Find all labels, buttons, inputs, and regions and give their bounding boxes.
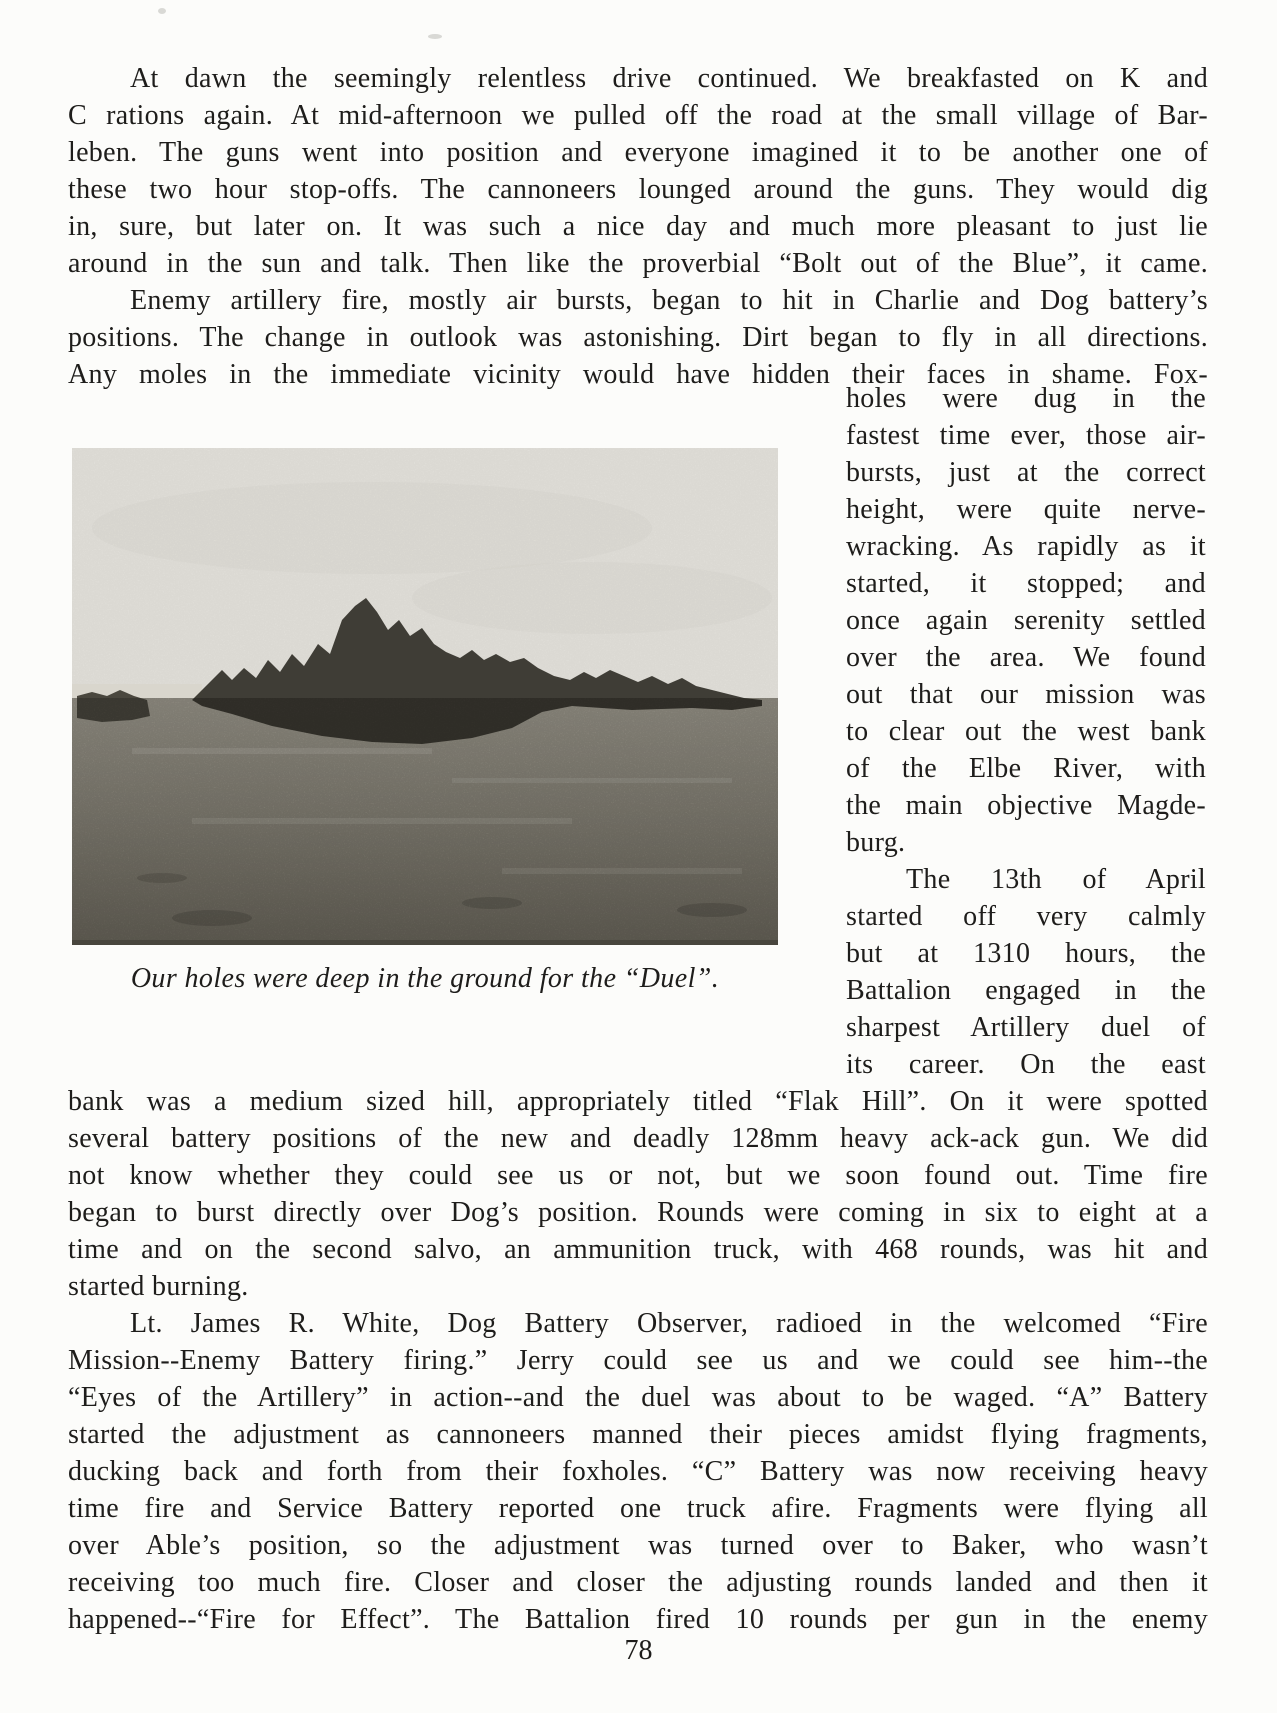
text-line: time fire and Service Battery reported one truck afire. Fragments were flying all — [68, 1493, 1208, 1524]
text-line: the main objective Magde- — [846, 790, 1206, 821]
text-line: these two hour stop-offs. The cannoneers lounged around the guns. They would dig — [68, 174, 1208, 205]
scan-speck — [158, 8, 166, 14]
text-line: At dawn the seemingly relentless drive continued. We breakfasted on K and — [130, 63, 1208, 94]
text-line: started off very calmly — [846, 901, 1206, 932]
text-line: burg. — [846, 827, 906, 858]
text-line: several battery positions of the new and deadly 128mm heavy ack-ack gun. We did — [68, 1123, 1208, 1154]
text-line: not know whether they could see us or not, but we soon found out. Time fire — [68, 1160, 1208, 1191]
text-line: in, sure, but later on. It was such a nice day and much more pleasant to just lie — [68, 211, 1208, 242]
text-line: over the area. We found — [846, 642, 1206, 673]
text-line: Lt. James R. White, Dog Battery Observer, radioed in the welcomed “Fire — [130, 1308, 1208, 1339]
text-line: bursts, just at the correct — [846, 457, 1206, 488]
text-line: started, it stopped; and — [846, 568, 1206, 599]
text-line: bank was a medium sized hill, appropriately titled “Flak Hill”. On it were spotted — [68, 1086, 1208, 1117]
text-line: Mission--Enemy Battery firing.” Jerry could see us and we could see him--the — [68, 1345, 1208, 1376]
text-line: but at 1310 hours, the — [846, 938, 1206, 969]
paragraphs-top — [68, 60, 1208, 393]
photo-image — [72, 448, 778, 945]
scan-speck — [428, 34, 442, 39]
text-line: happened--“Fire for Effect”. The Battalion fired 10 rounds per gun in the enemy — [68, 1604, 1208, 1635]
paragraphs-bottom — [68, 1083, 1208, 1638]
text-line: its career. On the east — [846, 1049, 1206, 1080]
photo-figure — [72, 448, 778, 996]
text-line: height, were quite nerve- — [846, 494, 1206, 525]
photo-caption: Our holes were deep in the ground for the “Duel”. — [130, 963, 720, 994]
page-number: 78 — [624, 1635, 653, 1666]
text-line: The 13th of April — [906, 864, 1206, 895]
paragraphs-column — [846, 380, 1206, 1083]
text-line: Battalion engaged in the — [846, 975, 1206, 1006]
text-line: leben. The guns went into position and everyone imagined it to be another one of — [68, 137, 1208, 168]
grass-grain — [72, 698, 778, 945]
text-line: sharpest Artillery duel of — [846, 1012, 1206, 1043]
text-line: ducking back and forth from their foxholes. “C” Battery was now receiving heavy — [68, 1456, 1208, 1487]
text-line: wracking. As rapidly as it — [846, 531, 1206, 562]
text-line: “Eyes of the Artillery” in action--and the duel was about to be waged. “A” Battery — [68, 1382, 1208, 1413]
text-line: once again serenity settled — [846, 605, 1206, 636]
text-line: fastest time ever, those air- — [846, 420, 1206, 451]
text-line: to clear out the west bank — [846, 716, 1206, 747]
photo-bottom-edge — [72, 940, 778, 945]
text-line: around in the sun and talk. Then like the proverbial “Bolt out of the Blue”, it came. — [68, 248, 1208, 279]
text-line: started the adjustment as cannoneers manned their pieces amidst flying fragments, — [68, 1419, 1208, 1450]
text-line: Any moles in the immediate vicinity would have hidden their faces in shame. Fox- — [68, 359, 1208, 390]
text-line: of the Elbe River, with — [846, 753, 1206, 784]
text-line: time and on the second salvo, an ammunition truck, with 468 rounds, was hit and — [68, 1234, 1208, 1265]
text-line: receiving too much fire. Closer and closer the adjusting rounds landed and then it — [68, 1567, 1208, 1598]
text-line: C rations again. At mid-afternoon we pulled off the road at the small village of Bar- — [68, 100, 1208, 131]
text-line: over Able’s position, so the adjustment was turned over to Baker, who wasn’t — [68, 1530, 1208, 1561]
text-line: out that our mission was — [846, 679, 1206, 710]
text-line: began to burst directly over Dog’s position. Rounds were coming in six to eight at a — [68, 1197, 1208, 1228]
text-line: positions. The change in outlook was astonishing. Dirt began to fly in all directions. — [68, 322, 1208, 353]
text-line: started burning. — [68, 1271, 249, 1302]
text-line: holes were dug in the — [846, 383, 1206, 414]
text-line: Enemy artillery fire, mostly air bursts, began to hit in Charlie and Dog battery’s — [130, 285, 1208, 316]
